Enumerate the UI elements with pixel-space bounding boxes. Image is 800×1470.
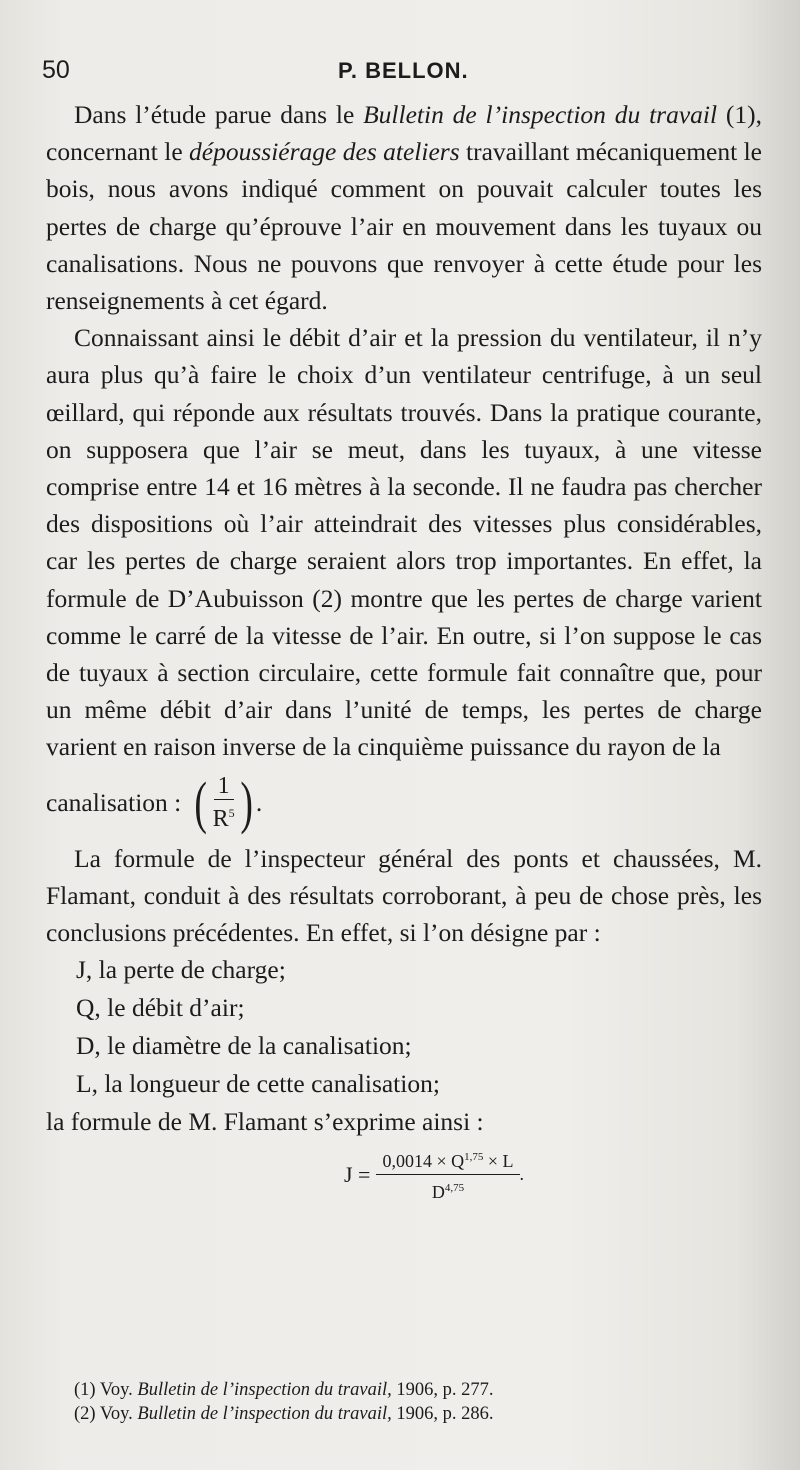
body-text (46, 96, 762, 1203)
formula-fraction (376, 1146, 519, 1203)
den-base-d: D (431, 1182, 445, 1203)
footnote-mark: (2) Voy. (74, 1404, 138, 1424)
formula-period: . (255, 788, 263, 818)
fraction (211, 773, 237, 832)
para2-last-line: canalisation : (46, 788, 182, 818)
para3-text: La formule de l’inspecteur général des ponts et chaussées, M. Flamant, conduit à des résultats corroborant, à peu de chose près, les conclusions précédentes. En effet, si l’on désigne par : (46, 843, 762, 948)
den-exponent: 5 (228, 806, 235, 821)
footnote-ref: 1906, p. 286. (391, 1404, 494, 1424)
definition-list (46, 951, 762, 1103)
paragraph-1 (46, 96, 762, 319)
num-exponent: 1,75 (464, 1151, 484, 1164)
flamant-formula (46, 1146, 762, 1203)
right-paren: ) (239, 769, 253, 835)
definition-item: J, la perte de charge; (76, 955, 286, 985)
para2-text: Connaissant ainsi le débit d’air et la pression du ventilateur, il n’y aura plus qu’à faire le choix d’un ventilateur centrifuge, à un seul œillard, qui réponde aux résultats trouvés. Dans la pratique courante, on supposera que l’air se meut, dans les tuyaux, à une vitesse comprise entre 14 et 16 mètres à la seconde. Il ne faudra pas chercher des dispositions où l’air atteindrait des vitesses plus considérables, car les pertes de charge seraient alors trop importantes. En effet, la formule de D’Aubuisson (2) montre que les pertes de charge varient comme le carré de la vitesse de l’air. En outre, si l’on suppose le cas de tuyaux à section circulaire, cette formule fait connaître que, pour un même débit d’air dans l’unité de temps, les pertes de charge varient en raison inverse de la cinquième puissance du rayon de la (46, 323, 762, 762)
inverse-r5-formula (191, 769, 256, 835)
footnote-ref: 1906, p. 277. (391, 1380, 494, 1400)
num-part-b: × L (483, 1151, 514, 1172)
formula-lhs: J = (343, 1162, 371, 1188)
definition-item: Q, le débit d’air; (76, 993, 245, 1023)
para1-text-3: travaillant mécaniquement le bois, nous avons indiqué comment on pouvait calculer toutes les pertes de charge qu’éprouve l’air en mouvement dans les tuyaux ou canalisations. Nous ne pouvons que renvoyer à cette étude pour les renseignements à cet égard. (46, 137, 762, 316)
running-head: P. BELLON. (338, 58, 469, 83)
formula-intro: la formule de M. Flamant s’exprime ainsi : (46, 1107, 484, 1137)
para1-text-1: Dans l’étude parue dans le (74, 100, 364, 129)
num-part-a: 0,0014 × Q (382, 1151, 465, 1172)
formula-numerator (376, 1146, 519, 1175)
para1-italic-topic: dépoussiérage des ateliers (189, 137, 460, 167)
page-header (42, 52, 740, 92)
footnote-title: Bulletin de l’inspection du travail, (137, 1380, 392, 1400)
page-number: 50 (42, 56, 70, 84)
footnote-2 (74, 1402, 714, 1426)
paragraph-2 (46, 319, 762, 765)
para1-text-2: (1), concernant le (46, 100, 763, 167)
para1-italic-title: Bulletin de l’inspection du travail (363, 100, 718, 129)
paragraph-3 (46, 840, 762, 952)
inline-formula-line (46, 766, 762, 840)
left-paren: ( (194, 769, 208, 835)
fraction-numerator: 1 (214, 773, 234, 800)
fraction-denominator (211, 800, 237, 832)
formula-end-period: . (519, 1164, 525, 1185)
den-exp-d: 4,75 (444, 1182, 465, 1195)
footnote-1 (74, 1378, 714, 1402)
footnote-title: Bulletin de l’inspection du travail, (137, 1404, 392, 1424)
footnote-mark: (1) Voy. (74, 1380, 138, 1400)
footnotes (74, 1378, 714, 1426)
formula-denominator (432, 1175, 464, 1203)
definition-item: L, la longueur de cette canalisation; (76, 1069, 440, 1099)
den-base: R (212, 806, 229, 833)
definition-item: D, le diamètre de la canalisation; (76, 1031, 412, 1061)
